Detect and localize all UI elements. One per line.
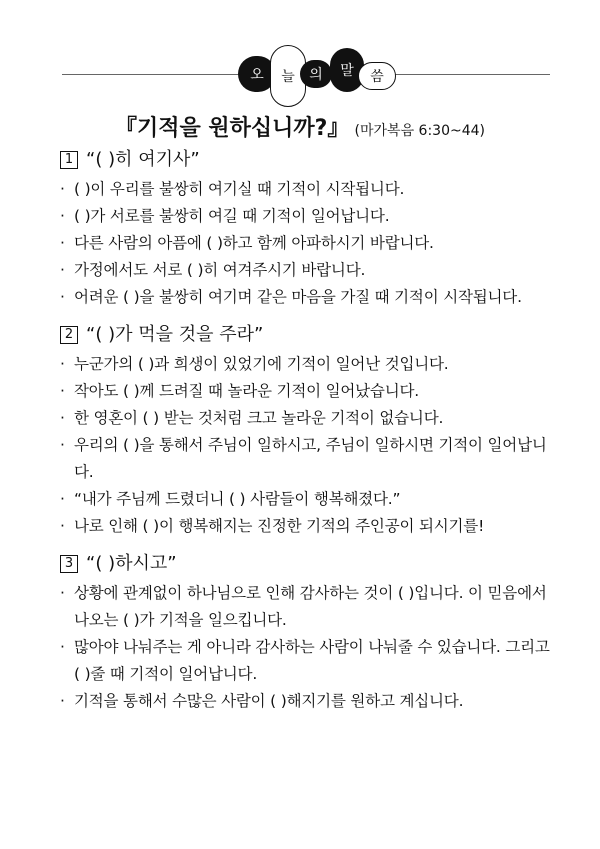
- list-item: · 한 영혼이 ( ) 받는 것처럼 크고 놀라운 기적이 없습니다.: [60, 409, 444, 427]
- section-heading: [60, 550, 550, 578]
- header-banner: [0, 40, 600, 110]
- list-item: · 우리의 ( )을 통해서 주님이 일하시고, 주님이 일하시면 기적이 일어납니다.: [60, 436, 547, 481]
- header-pill-4: 말: [330, 48, 364, 92]
- list-item: · ( )이 우리를 불쌍히 여기실 때 기적이 시작됩니다.: [60, 180, 405, 198]
- list-item: · 가정에서도 서로 ( )히 여겨주시기 바랍니다.: [60, 261, 366, 279]
- section-1: [60, 146, 550, 311]
- list-item: · 많아야 나눠주는 게 아니라 감사하는 사람이 나눠줄 수 있습니다. 그리고 ( )줄 때 기적이 일어납니다.: [60, 638, 550, 683]
- list-item: · 다른 사람의 아픔에 ( )하고 함께 아파하시기 바랍니다.: [60, 234, 434, 252]
- header-pill-5: 씀: [358, 62, 396, 90]
- list-item: · 작아도 ( )께 드려질 때 놀라운 기적이 일어났습니다.: [60, 382, 419, 400]
- section-number: 2: [60, 326, 78, 344]
- list-item: · 어려운 ( )을 불쌍히 여기며 같은 마음을 가질 때 기적이 시작됩니다.: [60, 288, 522, 306]
- list-item: · 나로 인해 ( )이 행복해지는 진정한 기적의 주인공이 되시기를!: [60, 517, 485, 535]
- list-item: · ( )가 서로를 불쌍히 여길 때 기적이 일어납니다.: [60, 207, 390, 225]
- sermon-title: [0, 111, 600, 142]
- sermon-content: [60, 146, 550, 725]
- section-heading-text: “( )히 여기사”: [86, 149, 200, 170]
- header-pill-3: 의: [300, 60, 332, 88]
- section-3: [60, 550, 550, 715]
- section-number: 1: [60, 151, 78, 169]
- section-heading-text: “( )가 먹을 것을 주라”: [86, 324, 264, 345]
- section-heading: [60, 146, 550, 174]
- title-main: 『기적을 원하십니까?』: [114, 116, 350, 141]
- section-number: 3: [60, 555, 78, 573]
- title-reference: (마가복음 6:30~44): [354, 123, 485, 139]
- header-pill-1: 오: [238, 56, 276, 92]
- section-heading-text: “( )하시고”: [86, 553, 177, 574]
- list-item: · 기적을 통해서 수많은 사람이 ( )해지기를 원하고 계십니다.: [60, 692, 464, 710]
- list-item: · 상황에 관계없이 하나님으로 인해 감사하는 것이 ( )입니다. 이 믿음에서 나오는 ( )가 기적을 일으킵니다.: [60, 584, 547, 629]
- section-2: [60, 321, 550, 540]
- list-item: · 누군가의 ( )과 희생이 있었기에 기적이 일어난 것입니다.: [60, 355, 449, 373]
- section-heading: [60, 321, 550, 349]
- list-item: · “내가 주님께 드렸더니 ( ) 사람들이 행복해졌다.”: [60, 490, 401, 508]
- header-pill-2: 늘: [270, 45, 306, 107]
